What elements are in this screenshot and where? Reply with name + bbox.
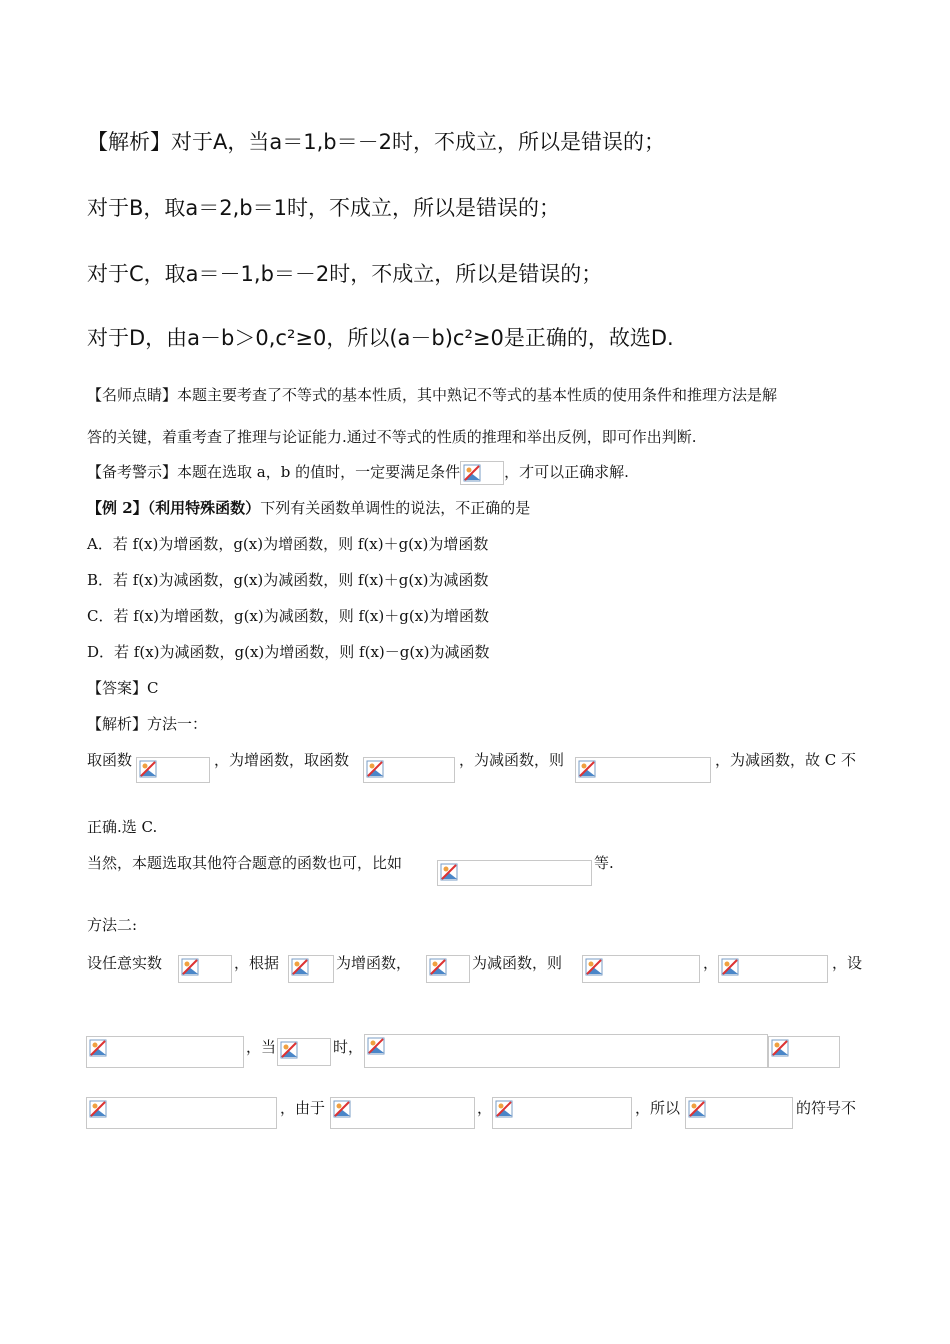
- solution-line-c: 对于C，取a＝－1,b＝－2时，不成立，所以是错误的；: [87, 262, 603, 286]
- solution-line-b: 对于B，取a＝2,b＝1时，不成立，所以是错误的；: [87, 196, 561, 220]
- m2-r3-text-4: 的符号不: [796, 1099, 857, 1117]
- m2-r3-text-1: ，由于: [280, 1099, 326, 1117]
- jiexi-method1: 【解析】方法一：: [87, 715, 208, 733]
- m1-line-3-after: 等.: [594, 854, 614, 872]
- solution-line-d: 对于D，由a－b＞0,c²≥0，所以(a－b)c²≥0是正确的，故选D.: [87, 326, 674, 350]
- beikao-after: ，才可以正确求解.: [504, 463, 629, 481]
- m2-r1-text-3: 为增函数，: [336, 954, 412, 972]
- broken-image-icon: [89, 1100, 107, 1118]
- broken-image-icon: [89, 1039, 107, 1057]
- broken-image-icon: [367, 1037, 385, 1055]
- m1-text-2: ，为增函数，取函数: [214, 751, 350, 769]
- image-placeholder: [426, 955, 470, 983]
- broken-image-icon: [688, 1100, 706, 1118]
- broken-image-icon: [585, 958, 603, 976]
- image-placeholder: [364, 1034, 768, 1068]
- broken-image-icon: [771, 1039, 789, 1057]
- broken-image-icon: [495, 1100, 513, 1118]
- image-placeholder: [330, 1097, 475, 1129]
- broken-image-icon: [291, 958, 309, 976]
- broken-image-icon: [429, 958, 447, 976]
- image-placeholder: [86, 1036, 244, 1068]
- m1-text-1: 取函数: [87, 751, 133, 769]
- image-placeholder: [86, 1097, 277, 1129]
- m2-r3-text-2: ，: [477, 1099, 493, 1117]
- option-a: A．若 f(x)为增函数，g(x)为增函数，则 f(x)＋g(x)为增函数: [87, 535, 489, 553]
- answer: 【答案】C: [87, 679, 159, 697]
- m2-r2-text-2: 时，: [333, 1038, 364, 1056]
- m2-r1-text-2: ，根据: [234, 954, 280, 972]
- image-placeholder: [136, 757, 210, 783]
- m1-line-2: 正确.选 C.: [87, 818, 158, 836]
- image-placeholder: [288, 955, 334, 983]
- example-hint: （利用特殊函数）: [147, 499, 261, 517]
- image-placeholder: [460, 461, 504, 485]
- broken-image-icon: [139, 760, 157, 778]
- m2-r2-text-1: ，当: [246, 1038, 277, 1056]
- broken-image-icon: [280, 1041, 298, 1059]
- example-question: 下列有关函数单调性的说法，不正确的是: [260, 499, 531, 517]
- broken-image-icon: [333, 1100, 351, 1118]
- image-placeholder: [575, 757, 711, 783]
- broken-image-icon: [366, 760, 384, 778]
- example-tag: 【例 2】: [87, 499, 148, 517]
- option-c: C．若 f(x)为增函数，g(x)为减函数，则 f(x)＋g(x)为增函数: [87, 607, 489, 625]
- image-placeholder: [437, 860, 592, 886]
- mingshi-line-1: 【名师点睛】本题主要考查了不等式的基本性质，其中熟记不等式的基本性质的使用条件和推理方法是解: [87, 386, 778, 404]
- m2-r1-text-6: ，设: [832, 954, 863, 972]
- image-placeholder: [718, 955, 828, 983]
- image-placeholder: [768, 1036, 840, 1068]
- beikao-line: [87, 461, 629, 485]
- broken-image-icon: [463, 464, 481, 482]
- beikao-before: 【备考警示】本题在选取 a，b 的值时，一定要满足条件: [87, 463, 461, 481]
- image-placeholder: [492, 1097, 632, 1129]
- m2-r1-text-4: 为减函数，则: [472, 954, 563, 972]
- example-header: [87, 497, 530, 518]
- mingshi-line-2: 答的关键，着重考查了推理与论证能力.通过不等式的性质的推理和举出反例，即可作出判断.: [87, 428, 697, 446]
- image-placeholder: [178, 955, 232, 983]
- broken-image-icon: [578, 760, 596, 778]
- m1-text-3: ，为减函数，则: [459, 751, 565, 769]
- image-placeholder: [685, 1097, 793, 1129]
- image-placeholder: [582, 955, 700, 983]
- solution-line-a: 【解析】对于A，当a＝1,b＝－2时，不成立，所以是错误的；: [87, 130, 665, 154]
- m1-text-4: ，为减函数，故 C 不: [715, 751, 857, 769]
- broken-image-icon: [440, 863, 458, 881]
- m2-r1-text-5: ，: [703, 954, 719, 972]
- m2-r1-text-1: 设任意实数: [87, 954, 163, 972]
- broken-image-icon: [721, 958, 739, 976]
- broken-image-icon: [181, 958, 199, 976]
- image-placeholder: [277, 1038, 331, 1066]
- m2-r3-text-3: ，所以: [635, 1099, 681, 1117]
- m1-line-3-before: 当然，本题选取其他符合题意的函数也可，比如: [87, 854, 403, 872]
- option-d: D．若 f(x)为减函数，g(x)为增函数，则 f(x)－g(x)为减函数: [87, 643, 490, 661]
- image-placeholder: [363, 757, 455, 783]
- option-b: B．若 f(x)为减函数，g(x)为减函数，则 f(x)＋g(x)为减函数: [87, 571, 489, 589]
- method2-title: 方法二:: [87, 916, 138, 934]
